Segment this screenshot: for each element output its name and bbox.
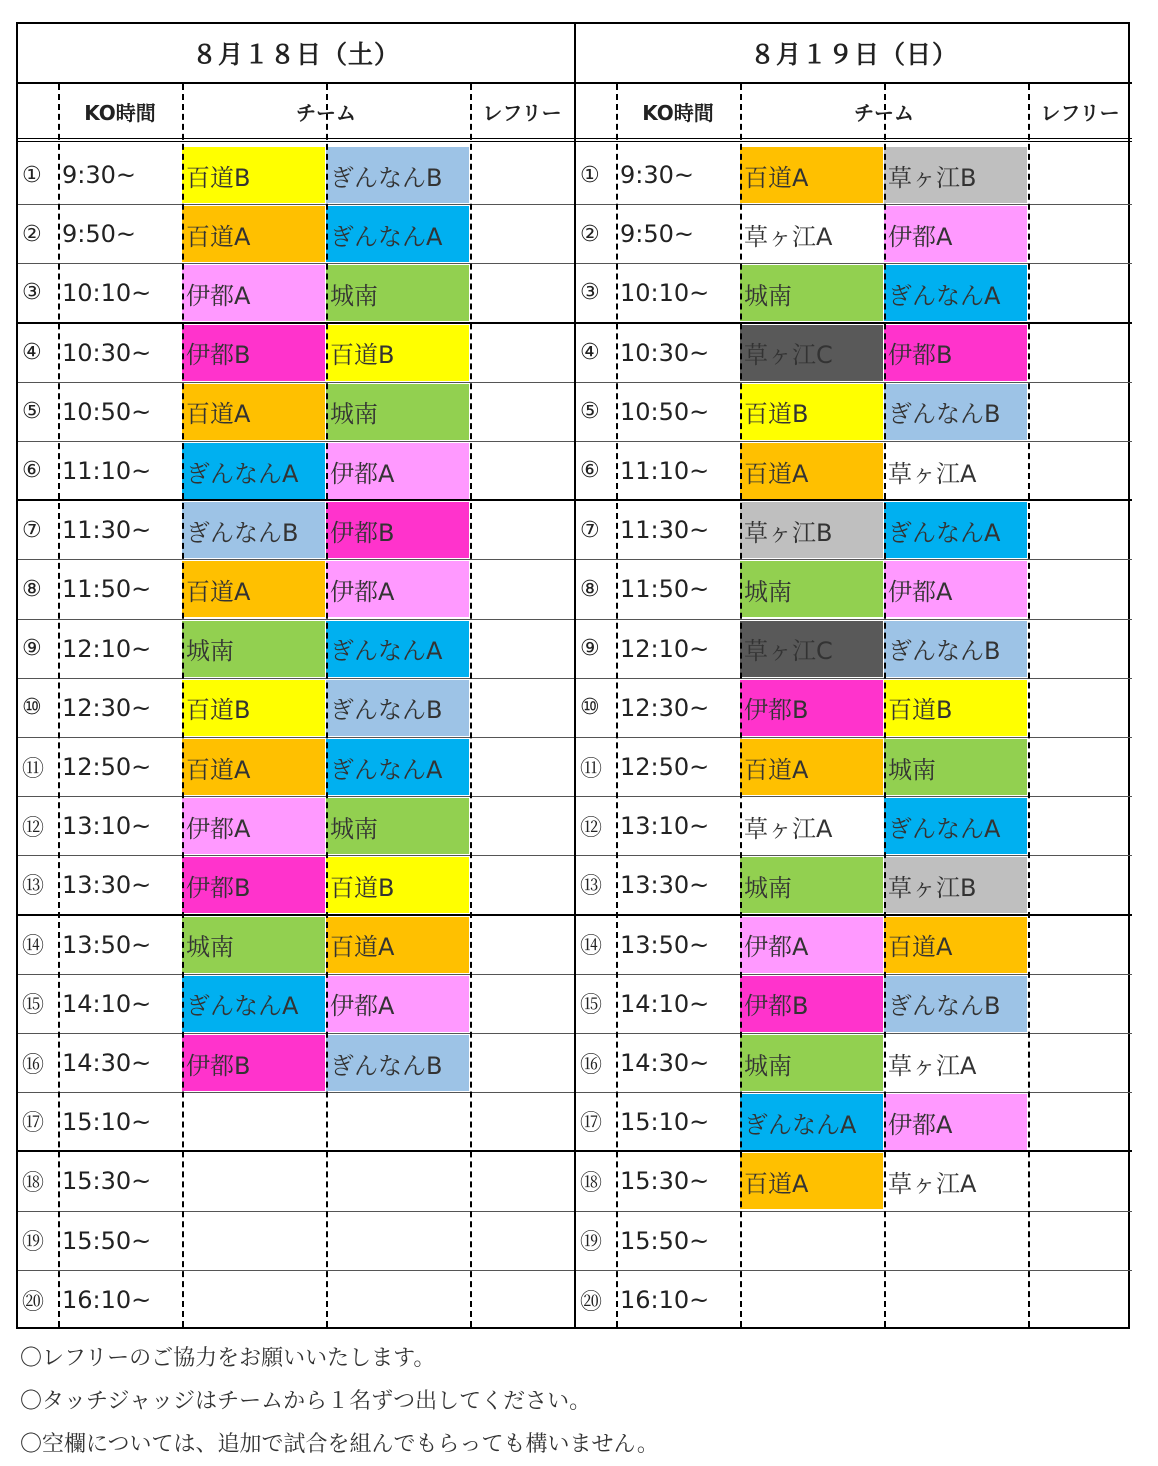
team-home: 城南 (740, 265, 883, 321)
match-row (18, 1271, 574, 1330)
match-number: ④ (580, 340, 600, 366)
referee-cell (472, 502, 572, 558)
ko-time: 14:10~ (620, 989, 710, 1018)
match-row (576, 264, 1132, 323)
match-row (18, 797, 574, 856)
team-away: ぎんなんA (326, 206, 469, 262)
team-away: 草ヶ江A (888, 459, 977, 488)
referee-cell (1030, 1153, 1130, 1209)
ko-time: 12:30~ (620, 693, 710, 722)
ko-time: 14:30~ (62, 1049, 152, 1078)
team-home: 百道A (182, 206, 325, 262)
referee-cell (1030, 325, 1130, 381)
match-number: ④ (22, 340, 42, 366)
team-header: チーム (854, 100, 914, 125)
match-row (576, 1093, 1132, 1152)
team-home: 百道A (182, 384, 325, 440)
match-row (18, 205, 574, 264)
team-home: ぎんなんA (182, 443, 325, 499)
team-home (182, 1272, 325, 1328)
match-row (576, 442, 1132, 501)
match-number: ② (580, 221, 600, 247)
team-away: 伊都A (884, 561, 1027, 617)
team-home (182, 1094, 325, 1150)
team-away (884, 1272, 1027, 1328)
match-row (576, 916, 1132, 975)
ko-time: 16:10~ (620, 1286, 710, 1315)
match-row (576, 738, 1132, 797)
team-away: 伊都A (884, 1094, 1027, 1150)
match-row (18, 916, 574, 975)
match-row (576, 1034, 1132, 1093)
referee-cell (472, 857, 572, 913)
referee-header: レフリー (482, 100, 562, 125)
ko-time: 10:50~ (620, 397, 710, 426)
match-row (576, 324, 1132, 383)
referee-cell (472, 443, 572, 499)
match-row (576, 797, 1132, 856)
column-divider (1028, 84, 1030, 1327)
referee-cell (1030, 147, 1130, 203)
referee-cell (472, 1094, 572, 1150)
referee-cell (1030, 917, 1130, 973)
team-home: 伊都B (740, 680, 883, 736)
team-home (740, 1213, 883, 1269)
column-header-row (18, 84, 574, 142)
ko-time: 10:30~ (620, 338, 710, 367)
match-row (18, 738, 574, 797)
team-home: 草ヶ江A (744, 814, 833, 843)
notes (20, 1337, 659, 1466)
match-number: ⑨ (580, 636, 600, 662)
match-row (18, 1093, 574, 1152)
match-row (576, 383, 1132, 442)
match-row (18, 501, 574, 560)
match-number: ⑩ (580, 695, 600, 721)
match-row (18, 383, 574, 442)
match-number: ① (22, 162, 42, 188)
ko-time: 14:30~ (620, 1049, 710, 1078)
ko-time: 13:50~ (62, 930, 152, 959)
ko-time: 9:50~ (620, 220, 695, 249)
team-away (326, 1272, 469, 1328)
team-away: ぎんなんA (326, 739, 469, 795)
ko-time-header: KO時間 (84, 100, 156, 125)
ko-time: 11:10~ (620, 456, 710, 485)
day-date-header: ８月１９日（日） (576, 24, 1132, 84)
match-row (576, 1212, 1132, 1271)
match-number: ⑰ (580, 1111, 603, 1137)
team-home: 百道B (182, 147, 325, 203)
referee-cell (472, 1213, 572, 1269)
team-home: 草ヶ江B (740, 502, 883, 558)
team-away: 草ヶ江A (888, 1051, 977, 1080)
team-away: 伊都B (326, 502, 469, 558)
match-number: ⑦ (580, 517, 600, 543)
match-row (18, 1212, 574, 1271)
team-away: 百道B (326, 325, 469, 381)
referee-cell (472, 798, 572, 854)
team-home (740, 1272, 883, 1328)
day-date-header: ８月１８日（土） (18, 24, 574, 84)
match-row (576, 679, 1132, 738)
ko-time: 12:10~ (62, 634, 152, 663)
team-home: 城南 (740, 1035, 883, 1091)
team-home: 草ヶ江A (744, 222, 833, 251)
referee-cell (1030, 1272, 1130, 1328)
team-away: ぎんなんA (884, 798, 1027, 854)
referee-cell (1030, 265, 1130, 321)
note-line: 〇タッチジャッジはチームから１名ずつ出してください。 (20, 1389, 592, 1414)
team-away: 伊都A (326, 561, 469, 617)
referee-cell (1030, 798, 1130, 854)
team-home: 百道A (740, 739, 883, 795)
ko-time: 12:30~ (62, 693, 152, 722)
match-number: ⑲ (580, 1230, 603, 1256)
team-away (326, 1153, 469, 1209)
match-number: ⑤ (22, 399, 42, 425)
team-home: 百道B (740, 384, 883, 440)
match-number: ⑥ (22, 458, 42, 484)
team-away: 百道A (884, 917, 1027, 973)
ko-time: 15:50~ (620, 1226, 710, 1255)
match-row (576, 620, 1132, 679)
team-away: 伊都A (326, 976, 469, 1032)
ko-time: 12:50~ (62, 753, 152, 782)
team-home: 伊都B (182, 1035, 325, 1091)
team-away: ぎんなんB (326, 147, 469, 203)
referee-header: レフリー (1040, 100, 1120, 125)
team-home: ぎんなんB (182, 502, 325, 558)
referee-cell (472, 265, 572, 321)
match-number: ⑰ (22, 1111, 45, 1137)
match-row (576, 560, 1132, 619)
ko-time: 10:10~ (620, 278, 710, 307)
match-number: ⑮ (22, 993, 45, 1019)
column-divider (740, 84, 742, 1327)
team-home: 伊都A (182, 265, 325, 321)
ko-time: 15:10~ (620, 1107, 710, 1136)
team-away: 草ヶ江B (884, 147, 1027, 203)
ko-time: 10:30~ (62, 338, 152, 367)
match-number: ⑬ (580, 874, 603, 900)
match-row (18, 324, 574, 383)
team-away (884, 1213, 1027, 1269)
match-number: ⑳ (580, 1289, 603, 1315)
referee-cell (1030, 976, 1130, 1032)
referee-cell (1030, 739, 1130, 795)
match-number: ⑪ (580, 756, 603, 782)
referee-cell (472, 621, 572, 677)
match-number: ⑧ (580, 576, 600, 602)
match-row (576, 205, 1132, 264)
team-away: 城南 (326, 265, 469, 321)
team-home: 伊都B (740, 976, 883, 1032)
referee-cell (472, 976, 572, 1032)
match-row (18, 679, 574, 738)
team-home: 草ヶ江C (740, 621, 883, 677)
team-away: 百道A (326, 917, 469, 973)
ko-time: 12:10~ (620, 634, 710, 663)
match-number: ⑬ (22, 874, 45, 900)
match-row (576, 856, 1132, 915)
match-row (576, 1271, 1132, 1330)
ko-time: 10:50~ (62, 397, 152, 426)
match-number: ⑫ (22, 815, 45, 841)
match-row (18, 620, 574, 679)
team-away (326, 1213, 469, 1269)
match-number: ① (580, 162, 600, 188)
team-home: ぎんなんA (182, 976, 325, 1032)
referee-cell (472, 1153, 572, 1209)
team-away: ぎんなんA (884, 502, 1027, 558)
team-home: 百道A (182, 739, 325, 795)
match-number: ② (22, 221, 42, 247)
match-row (18, 1152, 574, 1211)
team-header: チーム (296, 100, 356, 125)
column-divider (182, 84, 184, 1327)
team-home (182, 1153, 325, 1209)
team-away: 城南 (326, 798, 469, 854)
match-number: ⑭ (580, 934, 603, 960)
match-row (18, 560, 574, 619)
match-row (18, 1034, 574, 1093)
match-number: ⑱ (22, 1170, 45, 1196)
column-divider (884, 84, 886, 1327)
referee-cell (472, 561, 572, 617)
team-away: 草ヶ江A (888, 1169, 977, 1198)
match-number: ⑫ (580, 815, 603, 841)
column-divider (470, 84, 472, 1327)
match-number: ③ (22, 280, 42, 306)
referee-cell (472, 325, 572, 381)
referee-cell (472, 1035, 572, 1091)
ko-time: 11:10~ (62, 456, 152, 485)
ko-time: 11:30~ (620, 516, 710, 545)
referee-cell (472, 206, 572, 262)
team-away: 伊都A (884, 206, 1027, 262)
match-number: ⑳ (22, 1289, 45, 1315)
team-away (326, 1094, 469, 1150)
note-line: 〇レフリーのご協力をお願いいたします。 (20, 1346, 436, 1371)
column-divider (58, 84, 60, 1327)
ko-time: 16:10~ (62, 1286, 152, 1315)
column-divider (616, 84, 618, 1327)
match-number: ⑩ (22, 695, 42, 721)
team-home: 百道A (182, 561, 325, 617)
team-home: 伊都A (182, 798, 325, 854)
ko-time: 11:50~ (62, 575, 152, 604)
team-home: 伊都B (182, 857, 325, 913)
referee-cell (472, 1272, 572, 1328)
match-number: ⑮ (580, 993, 603, 1019)
referee-cell (1030, 502, 1130, 558)
match-number: ⑥ (580, 458, 600, 484)
ko-time: 9:30~ (620, 161, 695, 190)
team-home: 百道A (740, 147, 883, 203)
match-row (18, 856, 574, 915)
team-home: 城南 (740, 857, 883, 913)
match-row (576, 146, 1132, 205)
match-number: ⑲ (22, 1230, 45, 1256)
ko-time: 15:30~ (620, 1167, 710, 1196)
team-away: 草ヶ江B (884, 857, 1027, 913)
match-row (576, 1152, 1132, 1211)
referee-cell (1030, 384, 1130, 440)
match-row (576, 501, 1132, 560)
match-row (576, 975, 1132, 1034)
match-number: ⑱ (580, 1170, 603, 1196)
ko-time: 10:10~ (62, 278, 152, 307)
ko-time: 11:50~ (620, 575, 710, 604)
match-row (18, 264, 574, 323)
team-away: 伊都A (326, 443, 469, 499)
team-away: ぎんなんB (884, 976, 1027, 1032)
match-number: ⑦ (22, 517, 42, 543)
ko-time-header: KO時間 (642, 100, 714, 125)
team-home: 伊都A (740, 917, 883, 973)
match-number: ⑯ (22, 1052, 45, 1078)
column-divider (326, 84, 328, 1327)
team-away: 伊都B (884, 325, 1027, 381)
ko-time: 13:30~ (62, 870, 152, 899)
team-home: 伊都B (182, 325, 325, 381)
match-row (18, 975, 574, 1034)
team-away: 城南 (884, 739, 1027, 795)
ko-time: 13:10~ (62, 812, 152, 841)
ko-time: 13:10~ (620, 812, 710, 841)
referee-cell (472, 739, 572, 795)
team-home: 城南 (182, 621, 325, 677)
referee-cell (472, 680, 572, 736)
match-number: ⑭ (22, 934, 45, 960)
ko-time: 9:30~ (62, 161, 137, 190)
referee-cell (1030, 621, 1130, 677)
referee-cell (1030, 1094, 1130, 1150)
match-row (18, 146, 574, 205)
team-home: 城南 (182, 917, 325, 973)
team-away: ぎんなんA (326, 621, 469, 677)
ko-time: 13:30~ (620, 870, 710, 899)
team-away: ぎんなんB (326, 680, 469, 736)
referee-cell (1030, 1035, 1130, 1091)
team-away: 百道B (884, 680, 1027, 736)
team-home: 草ヶ江C (740, 325, 883, 381)
match-number: ③ (580, 280, 600, 306)
match-number: ⑨ (22, 636, 42, 662)
match-number: ⑤ (580, 399, 600, 425)
ko-time: 11:30~ (62, 516, 152, 545)
referee-cell (1030, 1213, 1130, 1269)
day-column-1 (574, 24, 1132, 1327)
referee-cell (1030, 680, 1130, 736)
ko-time: 12:50~ (620, 753, 710, 782)
team-home (182, 1213, 325, 1269)
team-away: ぎんなんA (884, 265, 1027, 321)
ko-time: 15:30~ (62, 1167, 152, 1196)
match-number: ⑯ (580, 1052, 603, 1078)
match-number: ⑧ (22, 576, 42, 602)
note-line: 〇空欄については、追加で試合を組んでもらっても構いません。 (20, 1432, 659, 1457)
ko-time: 15:10~ (62, 1107, 152, 1136)
referee-cell (472, 147, 572, 203)
team-home: 城南 (740, 561, 883, 617)
ko-time: 14:10~ (62, 989, 152, 1018)
ko-time: 13:50~ (620, 930, 710, 959)
team-away: 百道B (326, 857, 469, 913)
column-header-row (576, 84, 1132, 142)
referee-cell (472, 917, 572, 973)
day-column-0 (18, 24, 574, 1327)
referee-cell (1030, 206, 1130, 262)
referee-cell (1030, 857, 1130, 913)
team-away: ぎんなんB (884, 621, 1027, 677)
referee-cell (472, 384, 572, 440)
referee-cell (1030, 443, 1130, 499)
match-number: ⑪ (22, 756, 45, 782)
team-away: 城南 (326, 384, 469, 440)
team-away: ぎんなんB (884, 384, 1027, 440)
team-home: 百道B (182, 680, 325, 736)
schedule-table (16, 22, 1130, 1329)
team-home: 百道A (740, 443, 883, 499)
ko-time: 9:50~ (62, 220, 137, 249)
team-home: 百道A (740, 1153, 883, 1209)
team-away: ぎんなんB (326, 1035, 469, 1091)
referee-cell (1030, 561, 1130, 617)
ko-time: 15:50~ (62, 1226, 152, 1255)
team-home: ぎんなんA (740, 1094, 883, 1150)
match-row (18, 442, 574, 501)
